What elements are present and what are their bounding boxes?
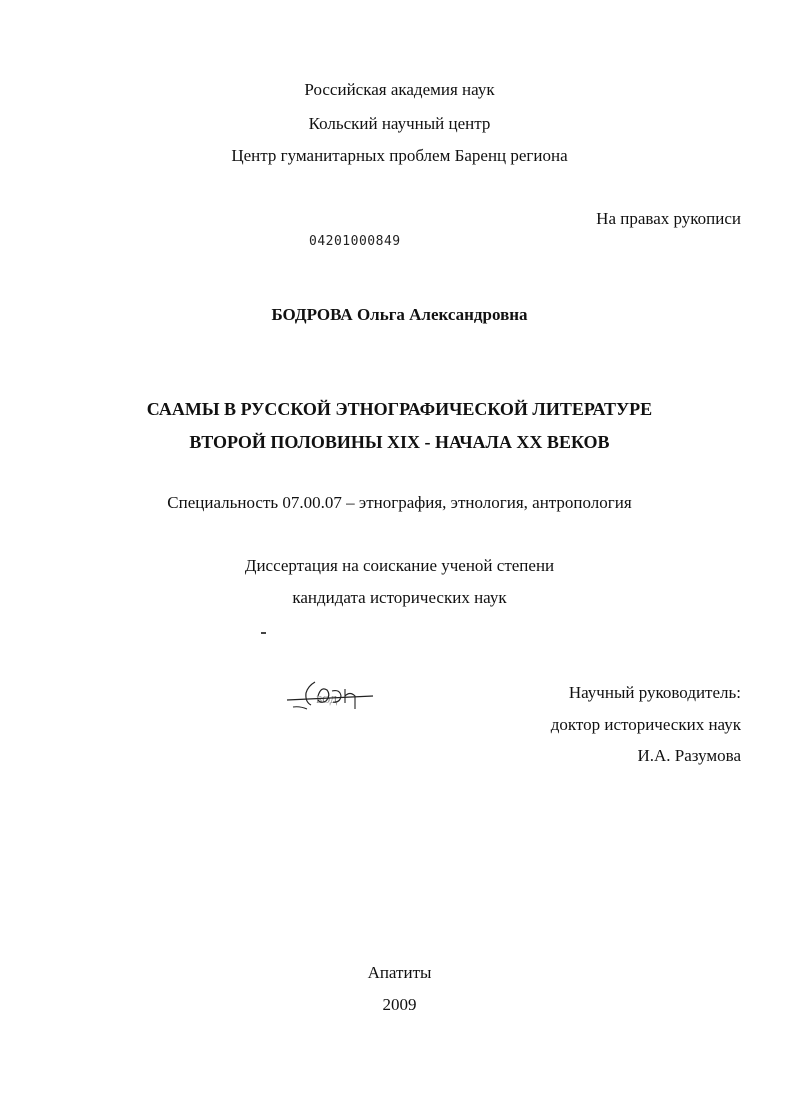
publication-year: 2009: [382, 995, 417, 1014]
dissertation-title-line-1: СААМЫ В РУССКОЙ ЭТНОГРАФИЧЕСКОЙ ЛИТЕРАТУРЕ: [146, 399, 653, 419]
manuscript-rights-note: На правах рукописи: [596, 209, 741, 228]
supervisor-name: И.А. Разумова: [637, 746, 741, 765]
academy-name: Российская академия наук: [304, 80, 495, 99]
signature-mark: [285, 678, 377, 724]
author-given-names: Ольга Александровна: [356, 305, 528, 324]
supervisor-degree: доктор исторических наук: [550, 715, 741, 734]
city-name: Апатиты: [367, 963, 432, 982]
scan-speck: [261, 632, 266, 634]
supervisor-label: Научный руководитель:: [568, 683, 741, 702]
degree-line-2: кандидата исторических наук: [292, 588, 507, 607]
dissertation-title-line-2: ВТОРОЙ ПОЛОВИНЫ XIX - НАЧАЛА XX ВЕКОВ: [189, 432, 610, 452]
institute-name: Центр гуманитарных проблем Баренц региона: [231, 146, 568, 165]
signature-text: БОД: [316, 694, 338, 706]
degree-line-1: Диссертация на соискание ученой степени: [244, 556, 555, 575]
serial-number-stamp: 04201000849: [309, 234, 401, 249]
scientific-center-name: Кольский научный центр: [308, 114, 491, 133]
specialty-line: Специальность 07.00.07 – этнография, этнология, антропология: [167, 493, 632, 512]
author-surname: БОДРОВА: [271, 305, 353, 324]
author-name: [0, 305, 799, 325]
